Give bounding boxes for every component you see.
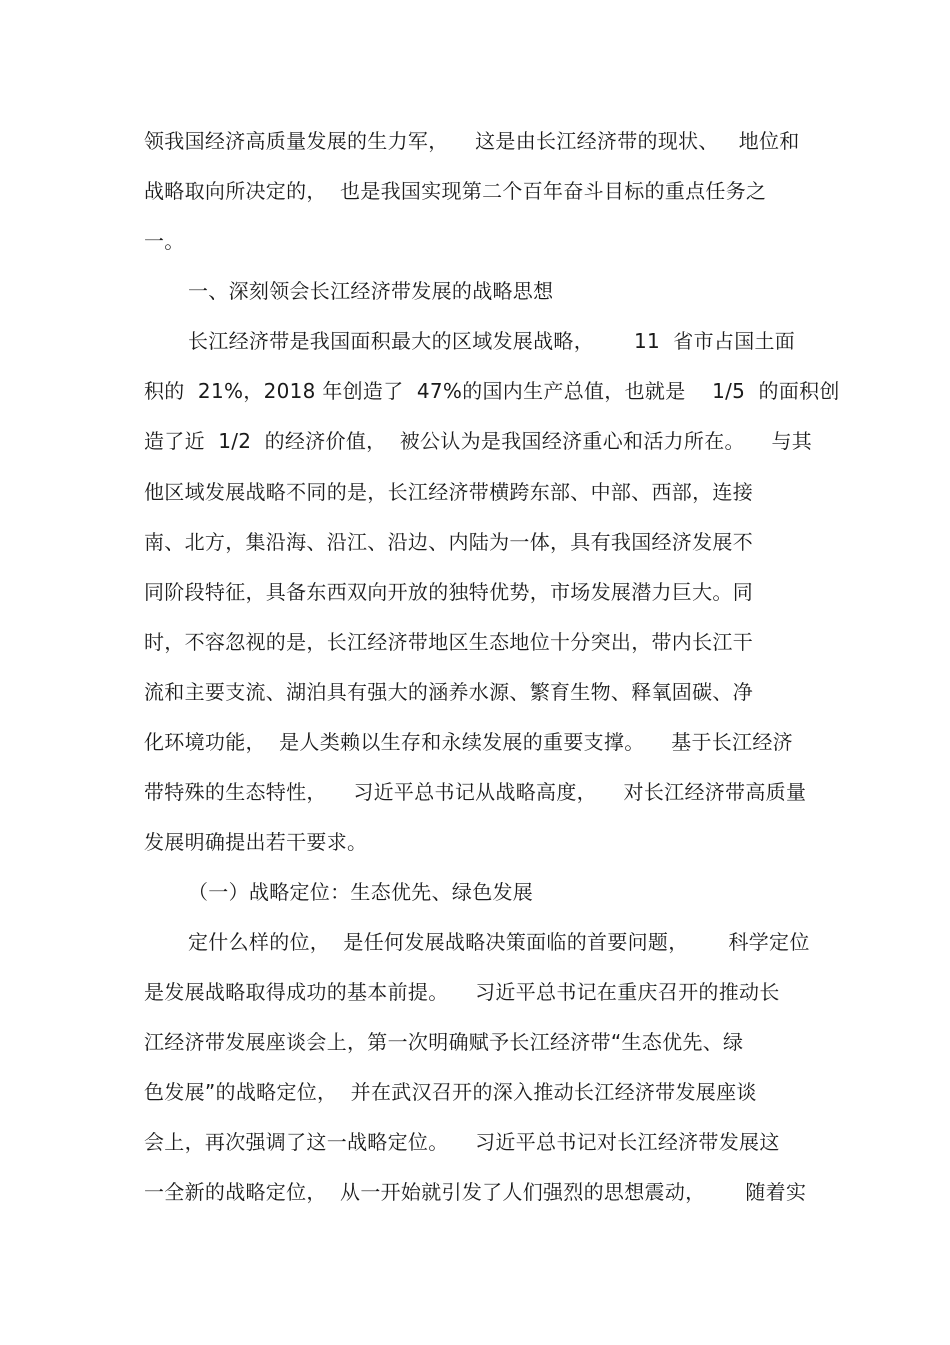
text-line-12: 流和主要支流、湖泊具有强大的涵养水源、繁育生物、释氧固碳、净: [144, 680, 753, 704]
text-line-13: 化环境功能， 是人类赖以生存和永续发展的重要支撑。 基于长江经济: [144, 730, 793, 754]
text-line-3: 一。: [144, 229, 185, 253]
text-line-21: 会上，再次强调了这一战略定位。 习近平总书记对长江经济带发展这: [144, 1130, 780, 1154]
text-line-10: 同阶段特征，具备东西双向开放的独特优势，市场发展潜力巨大。同: [144, 580, 753, 604]
text-line-19: 江经济带发展座谈会上，第一次明确赋予长江经济带“生态优先、绿: [144, 1030, 744, 1054]
text-line-1: 领我国经济高质量发展的生力军， 这是由长江经济带的现状、 地位和: [144, 129, 800, 153]
text-line-7: 造了近 1/2 的经济价值， 被公认为是我国经济重心和活力所在。 与其: [144, 429, 813, 453]
text-line-6: 积的 21%，2018 年创造了 47%的国内生产总值，也就是 1/5 的面积创: [144, 379, 840, 403]
text-line-5: 长江经济带是我国面积最大的区域发展战略， 11 省市占国土面: [188, 329, 796, 353]
text-line-20: 色发展”的战略定位， 并在武汉召开的深入推动长江经济带发展座谈: [144, 1080, 757, 1104]
text-line-17: 定什么样的位， 是任何发展战略决策面临的首要问题， 科学定位: [188, 930, 810, 954]
subsection-heading: （一）战略定位：生态优先、绿色发展: [188, 880, 534, 904]
text-line-9: 南、北方，集沿海、沿江、沿边、内陆为一体，具有我国经济发展不: [144, 530, 753, 554]
text-line-15: 发展明确提出若干要求。: [144, 830, 368, 854]
text-line-11: 时，不容忽视的是，长江经济带地区生态地位十分突出，带内长江干: [144, 630, 753, 654]
text-line-8: 他区域发展战略不同的是，长江经济带横跨东部、中部、西部，连接: [144, 480, 753, 504]
text-line-14: 带特殊的生态特性， 习近平总书记从战略高度， 对长江经济带高质量: [144, 780, 807, 804]
text-line-18: 是发展战略取得成功的基本前提。 习近平总书记在重庆召开的推动长: [144, 980, 780, 1004]
text-line-2: 战略取向所决定的， 也是我国实现第二个百年奋斗目标的重点任务之: [144, 179, 767, 203]
section-heading: 一、深刻领会长江经济带发展的战略思想: [188, 279, 554, 303]
text-line-22: 一全新的战略定位， 从一开始就引发了人们强烈的思想震动， 随着实: [144, 1180, 807, 1204]
